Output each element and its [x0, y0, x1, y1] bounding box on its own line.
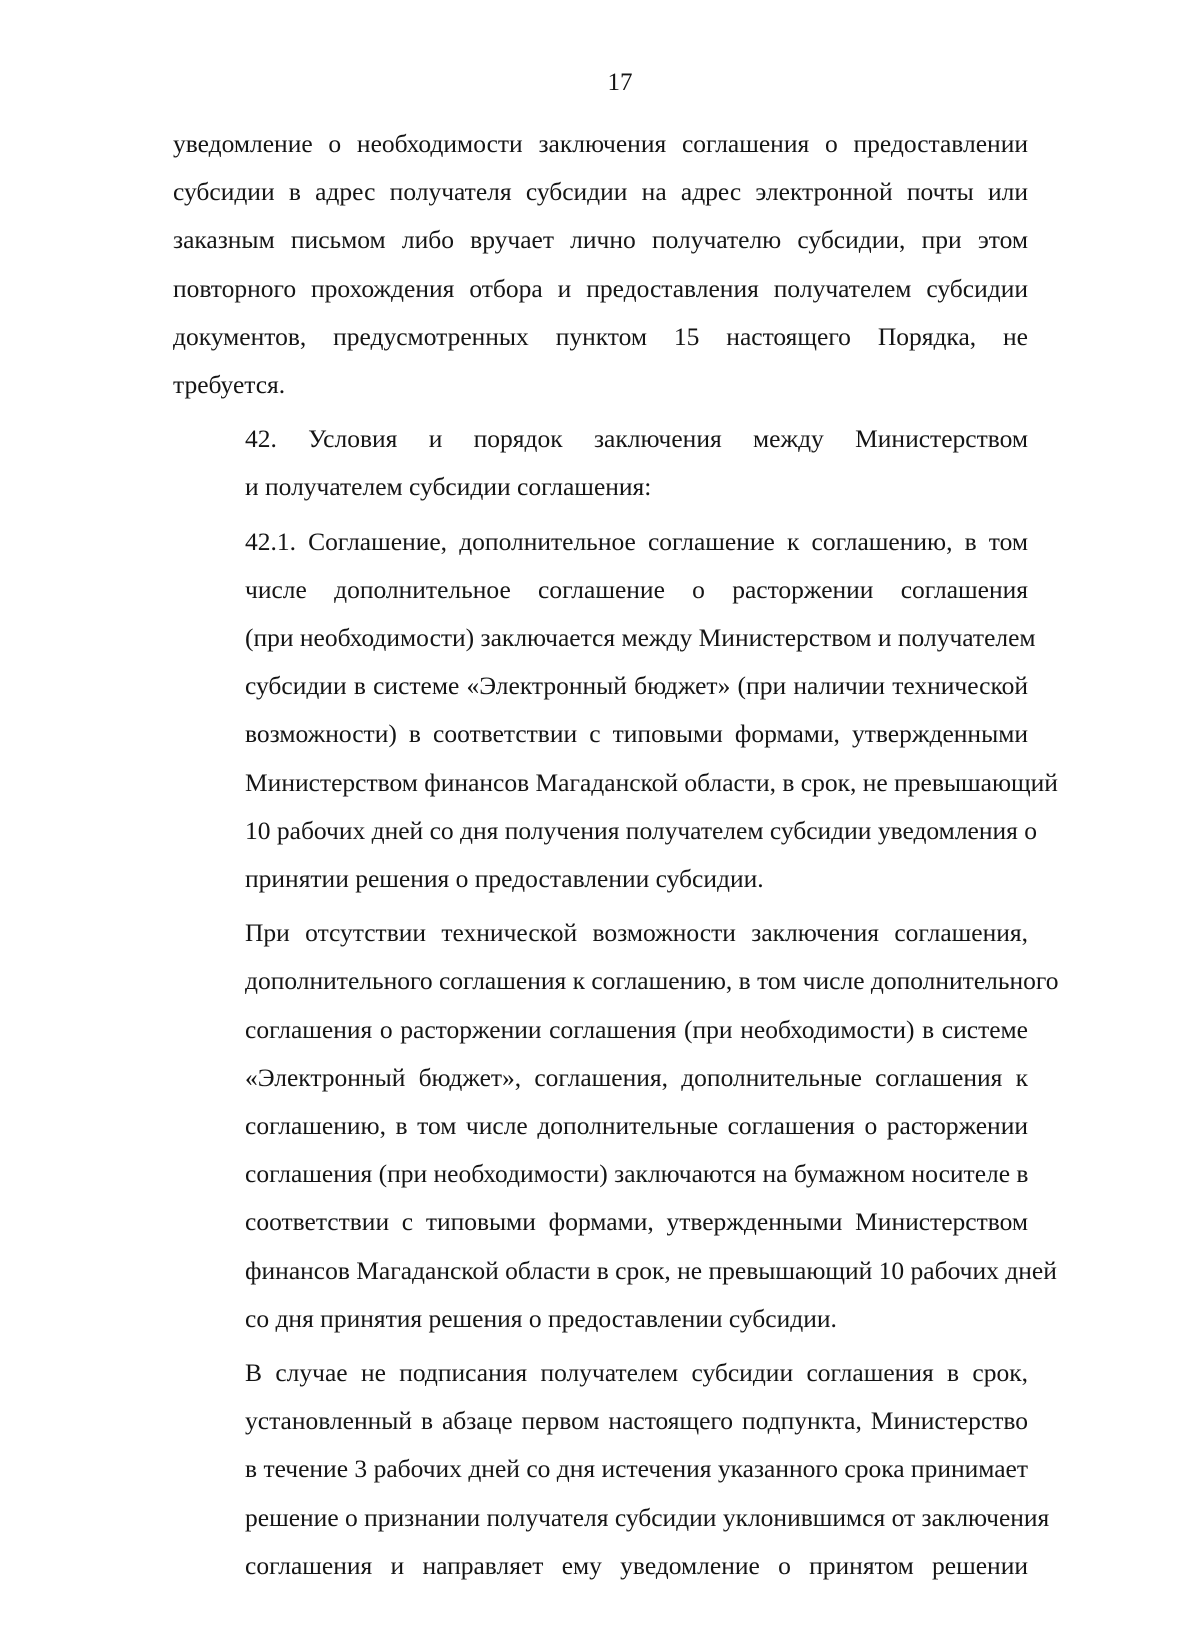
paragraph — [173, 1349, 1050, 1590]
text-line: «Электронный бюджет», соглашения, дополнительные соглашения к — [245, 1062, 1028, 1092]
text-line: 42.1. Соглашение, дополнительное соглашение к соглашению, в том — [245, 526, 1028, 556]
text-line: субсидии в адрес получателя субсидии на адрес электронной почты или — [173, 177, 1028, 207]
text-line: принятии решения о предоставлении субсидии. — [245, 864, 764, 894]
text-line: повторного прохождения отбора и предоставления получателем субсидии — [173, 273, 1028, 303]
paragraph — [173, 909, 1059, 1343]
text-line: 10 рабочих дней со дня получения получателем субсидии уведомления о — [245, 815, 1038, 845]
text-line: со дня принятия решения о предоставлении субсидии. — [245, 1303, 837, 1333]
text-line: 42. Условия и порядок заключения между Министерством — [245, 424, 1028, 454]
text-line: в течение 3 рабочих дней со дня истечения указанного срока принимает — [245, 1454, 1028, 1484]
text-line: решение о признании получателя субсидии уклонившимся от заключения — [245, 1502, 1050, 1532]
text-line: Министерством финансов Магаданской области, в срок, не превышающий — [245, 767, 1058, 797]
text-line: При отсутствии технической возможности заключения соглашения, — [245, 918, 1028, 948]
text-line: дополнительного соглашения к соглашению, в том числе дополнительного — [245, 966, 1059, 996]
text-line: субсидии в системе «Электронный бюджет» (при наличии технической — [245, 671, 1028, 701]
text-line: финансов Магаданской области в срок, не превышающий 10 рабочих дней — [245, 1255, 1057, 1285]
document-body — [173, 120, 1059, 1590]
paragraph — [173, 518, 1058, 904]
text-line: соответствии с типовыми формами, утвержденными Министерством — [245, 1207, 1028, 1237]
text-line: соглашению, в том числе дополнительные соглашения о расторжении — [245, 1111, 1028, 1141]
text-line: соглашения (при необходимости) заключаются на бумажном носителе в — [245, 1159, 1029, 1189]
paragraph — [173, 120, 1028, 409]
text-line: требуется. — [173, 370, 286, 400]
paragraph — [173, 415, 1028, 511]
text-line: В случае не подписания получателем субсидии соглашения в срок, — [245, 1358, 1028, 1388]
text-line: соглашения о расторжении соглашения (при необходимости) в системе — [245, 1014, 1028, 1044]
page-number: 17 — [607, 69, 633, 96]
text-line: возможности) в соответствии с типовыми формами, утвержденными — [245, 719, 1028, 749]
text-line: документов, предусмотренных пунктом 15 настоящего Порядка, не — [173, 321, 1028, 351]
text-line: числе дополнительное соглашение о расторжении соглашения — [245, 574, 1028, 604]
text-line: уведомление о необходимости заключения соглашения о предоставлении — [173, 129, 1028, 158]
text-line: и получателем субсидии соглашения: — [245, 472, 652, 502]
text-line: заказным письмом либо вручает лично получателю субсидии, при этом — [173, 225, 1028, 255]
text-line: установленный в абзаце первом настоящего подпункта, Министерство — [245, 1406, 1028, 1436]
text-line: (при необходимости) заключается между Министерством и получателем — [245, 623, 1036, 653]
text-line: соглашения и направляет ему уведомление о принятом решении — [245, 1550, 1028, 1580]
